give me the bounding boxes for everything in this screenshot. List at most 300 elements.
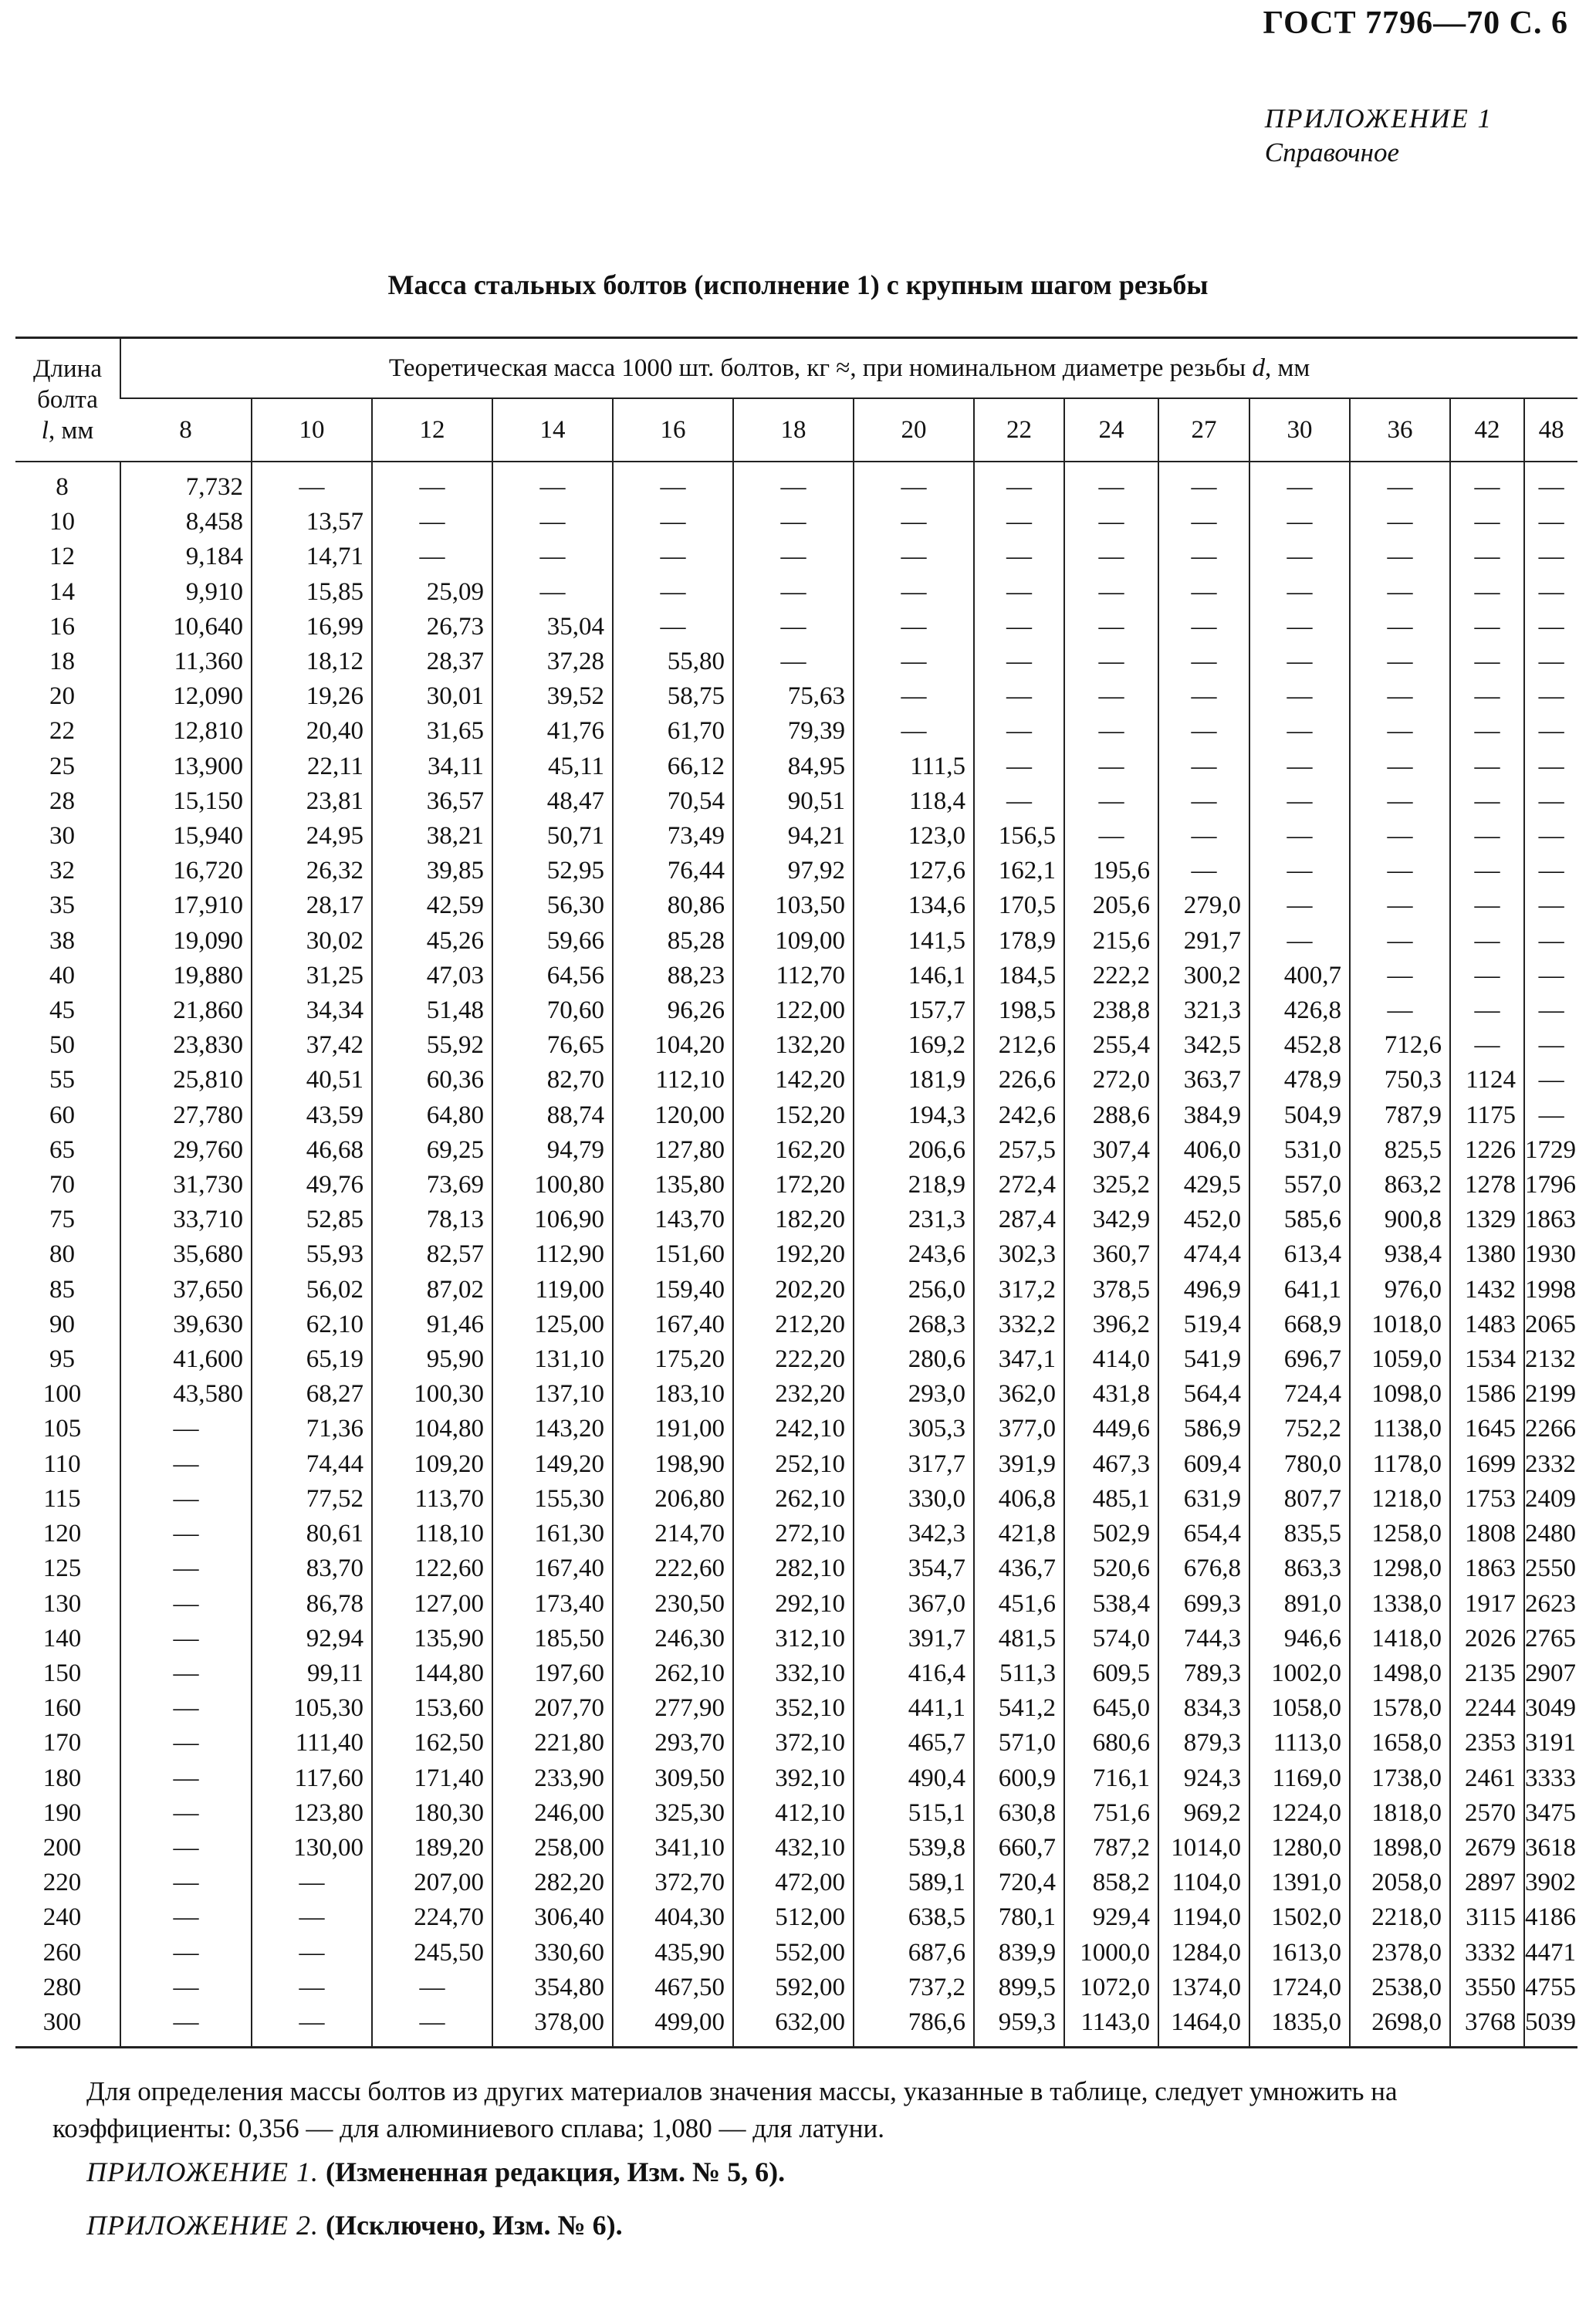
mass-cell: 246,00 — [492, 1796, 613, 1831]
mass-cell: 1175 — [1450, 1098, 1524, 1133]
mass-cell: 306,40 — [492, 1900, 613, 1935]
mass-cell: 879,3 — [1158, 1726, 1249, 1761]
mass-cell: 2765 — [1524, 1622, 1577, 1656]
mass-cell: 1738,0 — [1350, 1761, 1450, 1796]
mass-cell: — — [1450, 819, 1524, 854]
mass-cell: 2026 — [1450, 1622, 1524, 1656]
bolt-length-cell: 45 — [49, 996, 75, 1025]
mass-cell: 2907 — [1524, 1656, 1577, 1691]
mass-cell: — — [1450, 1028, 1524, 1063]
mass-cell: — — [613, 610, 733, 644]
mass-cell: 976,0 — [1350, 1273, 1450, 1307]
mass-cell: 835,5 — [1249, 1517, 1350, 1551]
mass-cell: 609,4 — [1158, 1447, 1249, 1482]
diameter-header: 22 — [974, 398, 1064, 462]
mass-cell: 787,9 — [1350, 1098, 1450, 1133]
mass-cell: 1586 — [1450, 1377, 1524, 1412]
mass-cell: — — [1524, 540, 1577, 574]
mass-cell: 660,7 — [974, 1831, 1064, 1866]
mass-cell: 162,1 — [974, 854, 1064, 888]
mass-cell: — — [120, 1936, 252, 1970]
mass-cell: 449,6 — [1064, 1412, 1158, 1446]
mass-cell: 1808 — [1450, 1517, 1524, 1551]
mass-cell: 175,20 — [613, 1342, 733, 1377]
mass-cell: 183,10 — [613, 1377, 733, 1412]
mass-cell: 858,2 — [1064, 1866, 1158, 1900]
mass-cell: 95,90 — [372, 1342, 492, 1377]
mass-cell: 130,00 — [252, 1831, 372, 1866]
mass-cell: 268,3 — [854, 1307, 974, 1342]
mass-cell: 645,0 — [1064, 1691, 1158, 1726]
mass-cell: — — [1450, 993, 1524, 1028]
mass-cell: — — [854, 505, 974, 540]
mass-cell: 3902 — [1524, 1866, 1577, 1900]
mass-cell: 354,80 — [492, 1970, 613, 2005]
mass-cell: 272,4 — [974, 1168, 1064, 1203]
mass-cell: — — [613, 462, 733, 505]
mass-cell: 151,60 — [613, 1237, 733, 1272]
mass-cell: 538,4 — [1064, 1587, 1158, 1622]
mass-cell: — — [1524, 462, 1577, 505]
mass-cell: 120,00 — [613, 1098, 733, 1133]
mass-cell: — — [974, 679, 1064, 714]
mass-cell: 51,48 — [372, 993, 492, 1028]
table-row — [15, 1168, 1577, 1203]
mass-cell: 30,02 — [252, 924, 372, 959]
mass-cell: 70,60 — [492, 993, 613, 1028]
mass-cell: 142,20 — [733, 1063, 854, 1098]
mass-cell: 378,5 — [1064, 1273, 1158, 1307]
table-row — [15, 1517, 1577, 1551]
mass-cell: — — [1064, 784, 1158, 819]
note — [52, 2073, 1577, 2147]
mass-cell: 1298,0 — [1350, 1551, 1450, 1586]
table-row — [15, 1482, 1577, 1517]
mass-cell: 207,00 — [372, 1866, 492, 1900]
mass-cell: — — [492, 462, 613, 505]
mass-cell: — — [1249, 505, 1350, 540]
mass-cell: — — [1524, 749, 1577, 784]
table-row — [15, 1133, 1577, 1168]
mass-cell: 2550 — [1524, 1551, 1577, 1586]
mass-cell: 789,3 — [1158, 1656, 1249, 1691]
bolt-length-cell: 130 — [42, 1589, 82, 1618]
table-row — [15, 1936, 1577, 1970]
mass-cell: 13,900 — [120, 749, 252, 784]
mass-cell: — — [1064, 644, 1158, 679]
mass-cell: 377,0 — [974, 1412, 1064, 1446]
mass-cell: 172,20 — [733, 1168, 854, 1203]
mass-cell: 404,30 — [613, 1900, 733, 1935]
mass-cell: 31,65 — [372, 714, 492, 749]
mass-cell: — — [1450, 540, 1524, 574]
mass-cell: 924,3 — [1158, 1761, 1249, 1796]
bolt-length-cell: 125 — [42, 1554, 82, 1583]
bolt-length-cell: 140 — [42, 1624, 82, 1653]
mass-cell: 676,8 — [1158, 1551, 1249, 1586]
mass-cell: 262,10 — [613, 1656, 733, 1691]
table-row — [15, 993, 1577, 1028]
mass-cell: 198,5 — [974, 993, 1064, 1028]
mass-cell: 182,20 — [733, 1203, 854, 1237]
mass-cell: 406,0 — [1158, 1133, 1249, 1168]
mass-cell: — — [372, 2005, 492, 2048]
mass-cell: — — [1450, 784, 1524, 819]
bolt-length-cell: 105 — [42, 1415, 82, 1443]
mass-cell: 8,458 — [120, 505, 252, 540]
mass-cell: 600,9 — [974, 1761, 1064, 1796]
mass-cell: 2332 — [1524, 1447, 1577, 1482]
mass-cell: 49,76 — [252, 1168, 372, 1203]
mass-cell: 1930 — [1524, 1237, 1577, 1272]
mass-cell: 20,40 — [252, 714, 372, 749]
mass-cell: 33,710 — [120, 1203, 252, 1237]
mass-cell: 737,2 — [854, 1970, 974, 2005]
table-row — [15, 1587, 1577, 1622]
mass-cell: 589,1 — [854, 1866, 974, 1900]
mass-cell: — — [974, 505, 1064, 540]
mass-cell: 25,810 — [120, 1063, 252, 1098]
length-header — [15, 338, 120, 462]
mass-cell: — — [252, 2005, 372, 2048]
mass-cell: — — [1524, 959, 1577, 993]
mass-cell: 499,00 — [613, 2005, 733, 2048]
mass-cell: 352,10 — [733, 1691, 854, 1726]
mass-cell: 1178,0 — [1350, 1447, 1450, 1482]
bolt-length-cell: 200 — [42, 1833, 82, 1862]
bolt-length-cell: 20 — [49, 682, 75, 711]
mass-cell: — — [1249, 924, 1350, 959]
appendix-label: ПРИЛОЖЕНИЕ 1 — [1264, 103, 1493, 134]
mass-cell: — — [120, 1970, 252, 2005]
mass-cell: 3191 — [1524, 1726, 1577, 1761]
mass-cell: 354,7 — [854, 1551, 974, 1586]
mass-cell: 512,00 — [733, 1900, 854, 1935]
mass-cell: 123,0 — [854, 819, 974, 854]
mass-cell: 212,6 — [974, 1028, 1064, 1063]
mass-cell: — — [1450, 854, 1524, 888]
mass-cell: — — [1064, 540, 1158, 574]
mass-cell: 1502,0 — [1249, 1900, 1350, 1935]
table-row — [15, 854, 1577, 888]
mass-cell: 155,30 — [492, 1482, 613, 1517]
bolt-length-cell: 170 — [42, 1729, 82, 1757]
mass-cell: 362,0 — [974, 1377, 1064, 1412]
mass-cell: 185,50 — [492, 1622, 613, 1656]
mass-cell: 1284,0 — [1158, 1936, 1249, 1970]
mass-cell: 100,30 — [372, 1377, 492, 1412]
mass-cell: 378,00 — [492, 2005, 613, 2048]
table-row — [15, 1761, 1577, 1796]
mass-cell: 2132 — [1524, 1342, 1577, 1377]
mass-cell: 342,9 — [1064, 1203, 1158, 1237]
mass-cell: — — [372, 505, 492, 540]
mass-cell: — — [1064, 714, 1158, 749]
mass-cell: — — [252, 1970, 372, 2005]
mass-cell: 435,90 — [613, 1936, 733, 1970]
mass-cell: — — [733, 505, 854, 540]
mass-cell: 631,9 — [1158, 1482, 1249, 1517]
amendment-2 — [86, 2209, 623, 2241]
mass-cell: 77,52 — [252, 1482, 372, 1517]
mass-cell: 2897 — [1450, 1866, 1524, 1900]
mass-cell: — — [1249, 610, 1350, 644]
mass-cell: 17,910 — [120, 888, 252, 923]
bolt-length-cell: 110 — [43, 1450, 81, 1478]
mass-cell: 118,10 — [372, 1517, 492, 1551]
mass-cell: 262,10 — [733, 1482, 854, 1517]
mass-cell: 143,70 — [613, 1203, 733, 1237]
mass-cell: 699,3 — [1158, 1587, 1249, 1622]
diameter-header: 30 — [1249, 398, 1350, 462]
mass-cell: 305,3 — [854, 1412, 974, 1446]
mass-cell: 2480 — [1524, 1517, 1577, 1551]
mass-cell: 452,8 — [1249, 1028, 1350, 1063]
mass-cell: 68,27 — [252, 1377, 372, 1412]
mass-cell: 22,11 — [252, 749, 372, 784]
mass-cell: — — [1158, 462, 1249, 505]
mass-cell: 61,70 — [613, 714, 733, 749]
mass-cell: 162,20 — [733, 1133, 854, 1168]
mass-cell: 40,51 — [252, 1063, 372, 1098]
mass-cell: 1113,0 — [1249, 1726, 1350, 1761]
mass-cell: 55,80 — [613, 644, 733, 679]
mass-cell: — — [613, 575, 733, 610]
mass-cell: 1226 — [1450, 1133, 1524, 1168]
mass-cell: 474,4 — [1158, 1237, 1249, 1272]
mass-cell: 48,47 — [492, 784, 613, 819]
mass-cell: — — [492, 540, 613, 574]
mass-cell: 392,10 — [733, 1761, 854, 1796]
mass-cell: 27,780 — [120, 1098, 252, 1133]
mass-cell: 2199 — [1524, 1377, 1577, 1412]
table-row — [15, 1203, 1577, 1237]
mass-cell: — — [1450, 749, 1524, 784]
mass-cell: 2266 — [1524, 1412, 1577, 1446]
length-header-line: болта — [37, 386, 98, 414]
mass-cell: — — [1524, 854, 1577, 888]
mass-cell: 10,640 — [120, 610, 252, 644]
bolt-length-cell: 85 — [49, 1275, 75, 1304]
bolt-length-cell: 40 — [49, 961, 75, 989]
mass-cell: 1998 — [1524, 1273, 1577, 1307]
mass-cell: 256,0 — [854, 1273, 974, 1307]
mass-cell: 780,1 — [974, 1900, 1064, 1935]
table-row — [15, 1796, 1577, 1831]
mass-cell: — — [1450, 924, 1524, 959]
mass-cell: 496,9 — [1158, 1273, 1249, 1307]
mass-cell: — — [1350, 714, 1450, 749]
mass-cell: 3049 — [1524, 1691, 1577, 1726]
mass-cell: 90,51 — [733, 784, 854, 819]
mass-cell: 36,57 — [372, 784, 492, 819]
mass-cell: — — [1158, 540, 1249, 574]
mass-cell: — — [1524, 993, 1577, 1028]
bolt-length-cell: 240 — [42, 1903, 82, 1932]
mass-cell: — — [120, 2005, 252, 2048]
mass-cell: — — [252, 1900, 372, 1935]
table-row — [15, 1342, 1577, 1377]
mass-cell: 64,56 — [492, 959, 613, 993]
mass-cell: — — [1158, 575, 1249, 610]
mass-cell: 317,2 — [974, 1273, 1064, 1307]
mass-cell: — — [1249, 749, 1350, 784]
bolt-length-cell: 50 — [49, 1031, 75, 1060]
mass-cell: 91,46 — [372, 1307, 492, 1342]
table-row — [15, 819, 1577, 854]
mass-cell: — — [974, 784, 1064, 819]
mass-cell: 752,2 — [1249, 1412, 1350, 1446]
mass-cell: — — [854, 462, 974, 505]
mass-cell: 23,830 — [120, 1028, 252, 1063]
mass-cell: 839,9 — [974, 1936, 1064, 1970]
table-row — [15, 784, 1577, 819]
mass-cell: 900,8 — [1350, 1203, 1450, 1237]
mass-cell: 12,810 — [120, 714, 252, 749]
mass-cell: 279,0 — [1158, 888, 1249, 923]
mass-cell: 330,0 — [854, 1482, 974, 1517]
mass-cell: 35,04 — [492, 610, 613, 644]
mass-cell: 613,4 — [1249, 1237, 1350, 1272]
mass-cell: 39,85 — [372, 854, 492, 888]
mass-cell: 242,6 — [974, 1098, 1064, 1133]
mass-cell: — — [1064, 819, 1158, 854]
mass-cell: 28,37 — [372, 644, 492, 679]
mass-cell: 111,5 — [854, 749, 974, 784]
mass-cell: — — [1350, 819, 1450, 854]
bolt-length-cell: 220 — [42, 1869, 82, 1897]
bolt-length-cell: 22 — [49, 717, 75, 746]
mass-cell: 92,94 — [252, 1622, 372, 1656]
table-row — [15, 1622, 1577, 1656]
mass-cell: 347,1 — [974, 1342, 1064, 1377]
table-row — [15, 575, 1577, 610]
mass-cell: — — [1350, 888, 1450, 923]
mass-cell: 58,75 — [613, 679, 733, 714]
mass-cell: — — [252, 1936, 372, 1970]
mass-cell: 43,59 — [252, 1098, 372, 1133]
mass-cell: 60,36 — [372, 1063, 492, 1098]
mass-cell: 641,1 — [1249, 1273, 1350, 1307]
mass-cell: 3618 — [1524, 1831, 1577, 1866]
mass-cell: 80,86 — [613, 888, 733, 923]
mass-cell: 959,3 — [974, 2005, 1064, 2048]
mass-cell: — — [1350, 679, 1450, 714]
mass-cell: 195,6 — [1064, 854, 1158, 888]
mass-cell: — — [1350, 749, 1450, 784]
table-row — [15, 924, 1577, 959]
mass-cell: 82,70 — [492, 1063, 613, 1098]
mass-cell: — — [120, 1587, 252, 1622]
mass-cell: — — [1064, 462, 1158, 505]
mass-cell: 863,2 — [1350, 1168, 1450, 1203]
mass-cell: 112,70 — [733, 959, 854, 993]
mass-cell: — — [120, 1412, 252, 1446]
mass-cell: 45,26 — [372, 924, 492, 959]
bolt-length-cell: 12 — [49, 543, 75, 571]
mass-cell: 807,7 — [1249, 1482, 1350, 1517]
mass-cell: 1796 — [1524, 1168, 1577, 1203]
mass-cell: — — [1064, 679, 1158, 714]
mass-cell: 9,184 — [120, 540, 252, 574]
mass-cell: — — [120, 1866, 252, 1900]
mass-cell: 207,70 — [492, 1691, 613, 1726]
mass-cell: 112,10 — [613, 1063, 733, 1098]
mass-cell: 15,85 — [252, 575, 372, 610]
mass-cell: — — [1524, 1063, 1577, 1098]
table-row — [15, 540, 1577, 574]
bolt-length-cell: 65 — [49, 1135, 75, 1164]
table-row — [15, 610, 1577, 644]
mass-cell: — — [1249, 679, 1350, 714]
mass-cell: 414,0 — [1064, 1342, 1158, 1377]
mass-cell: — — [1450, 575, 1524, 610]
mass-cell: 189,20 — [372, 1831, 492, 1866]
table-row — [15, 1656, 1577, 1691]
mass-cell: — — [974, 540, 1064, 574]
mass-cell: 171,40 — [372, 1761, 492, 1796]
mass-cell: 1280,0 — [1249, 1831, 1350, 1866]
table-row — [15, 2005, 1577, 2048]
mass-cell: 1391,0 — [1249, 1866, 1350, 1900]
mass-cell: 452,0 — [1158, 1203, 1249, 1237]
mass-cell: 76,65 — [492, 1028, 613, 1063]
mass-cell: 716,1 — [1064, 1761, 1158, 1796]
mass-cell: 31,25 — [252, 959, 372, 993]
mass-cell: 73,69 — [372, 1168, 492, 1203]
mass-cell: 1835,0 — [1249, 2005, 1350, 2048]
mass-cell: 863,3 — [1249, 1551, 1350, 1586]
appendix-block — [1265, 102, 1493, 170]
mass-cell: — — [372, 1970, 492, 2005]
mass-cell: 255,4 — [1064, 1028, 1158, 1063]
mass-cell: 206,80 — [613, 1482, 733, 1517]
mass-cell: 243,6 — [854, 1237, 974, 1272]
mass-cell: 2378,0 — [1350, 1936, 1450, 1970]
mass-cell: 325,2 — [1064, 1168, 1158, 1203]
diameter-header: 48 — [1524, 398, 1577, 462]
mass-cell: 104,80 — [372, 1412, 492, 1446]
mass-cell: 82,57 — [372, 1237, 492, 1272]
mass-cell: 212,20 — [733, 1307, 854, 1342]
mass-cell: 135,90 — [372, 1622, 492, 1656]
mass-cell: 125,00 — [492, 1307, 613, 1342]
mass-cell: 564,4 — [1158, 1377, 1249, 1412]
mass-cell: 531,0 — [1249, 1133, 1350, 1168]
mass-cell: — — [1158, 749, 1249, 784]
mass-cell: 1898,0 — [1350, 1831, 1450, 1866]
mass-cell: 282,10 — [733, 1551, 854, 1586]
mass-cell: 426,8 — [1249, 993, 1350, 1028]
mass-cell: — — [1524, 1028, 1577, 1063]
mass-cell: 416,4 — [854, 1656, 974, 1691]
mass-cell: 309,50 — [613, 1761, 733, 1796]
mass-cell: 41,600 — [120, 1342, 252, 1377]
mass-cell: 539,8 — [854, 1831, 974, 1866]
mass-cell: — — [1450, 679, 1524, 714]
mass-cell: 969,2 — [1158, 1796, 1249, 1831]
mass-cell: 332,10 — [733, 1656, 854, 1691]
mass-cell: 109,20 — [372, 1447, 492, 1482]
mass-cell: 161,30 — [492, 1517, 613, 1551]
mass-cell: 654,4 — [1158, 1517, 1249, 1551]
mass-cell: 39,630 — [120, 1307, 252, 1342]
mass-cell: — — [1158, 505, 1249, 540]
mass-cell: 571,0 — [974, 1726, 1064, 1761]
mass-cell: — — [974, 749, 1064, 784]
mass-cell: 221,80 — [492, 1726, 613, 1761]
table-row — [15, 714, 1577, 749]
